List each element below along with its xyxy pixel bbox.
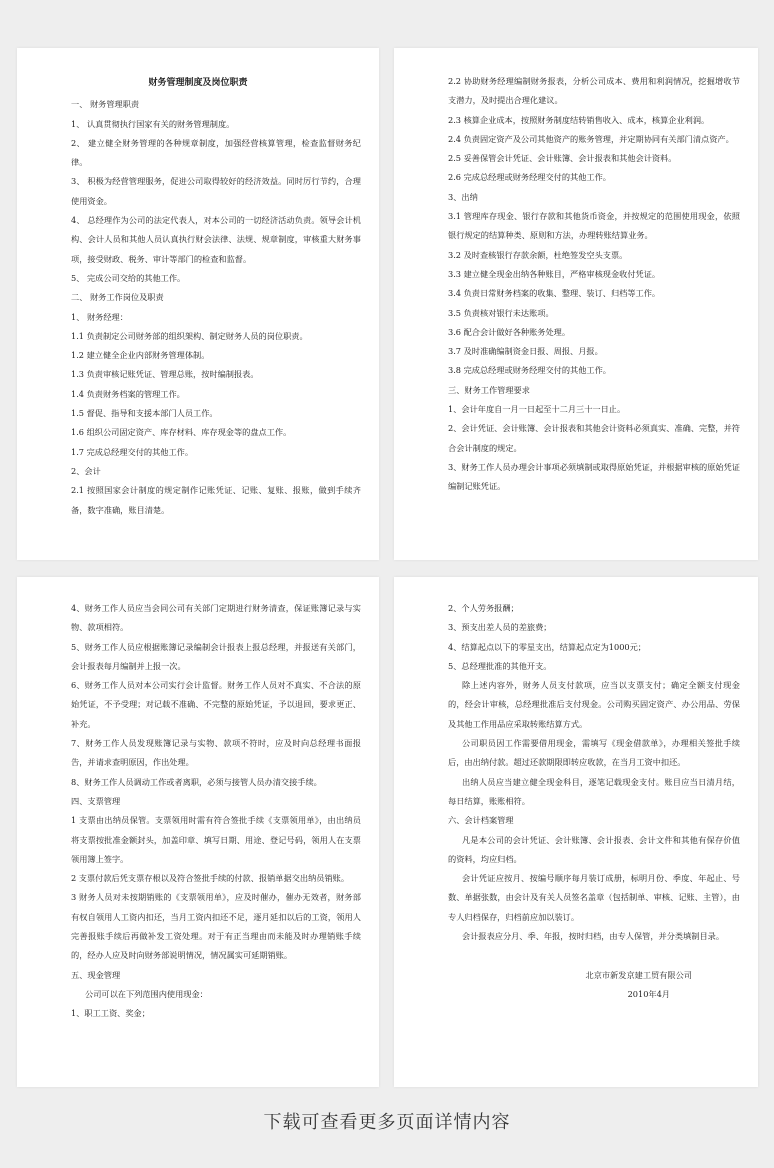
- paragraph-line: 5、 完成公司交给的其他工作。: [71, 272, 186, 283]
- paragraph-line: 1、 认真贯彻执行国家有关的财务管理制度。: [71, 118, 235, 129]
- paragraph-line: 3.8 完成总经理或财务经理交付的其他工作。: [448, 365, 611, 376]
- paragraph-line: 4、财务工作人员应当会同公司有关部门定期进行财务清查，保证账簿记录与实物、款项相符。: [71, 603, 361, 633]
- paragraph-line: 3、财务工作人员办理会计事项必须填制或取得原始凭证，并根据审核的原始凭证编制记账凭证。: [448, 461, 740, 492]
- paragraph-line: 三、财务工作管理要求: [448, 384, 530, 395]
- paragraph-line: [448, 946, 740, 965]
- paragraph-line: 6、财务工作人员对本公司实行会计监督。财务工作人员对不真实、不合法的原始凭证，不予受理；对记载不准确、不完整的原始凭证，予以退回，要求更正、补充。: [71, 680, 361, 729]
- paragraph-line: 3.6 配合会计做好各种账务处理。: [448, 326, 571, 337]
- paragraph-line: 1.3 负责审核记账凭证、管理总账，按时编制报表。: [71, 369, 259, 380]
- paragraph-line: 8、财务工作人员调动工作或者离职，必须与接管人员办清交接手续。: [71, 776, 322, 787]
- paragraph-line: 1.6 组织公司固定资产、库存材料、库存现金等的盘点工作。: [71, 427, 292, 438]
- more-pages-link[interactable]: 下载可查看更多页面详情内容: [263, 1112, 511, 1133]
- paragraph-line: 1、会计年度自一月一日起至十二月三十一日止。: [448, 404, 626, 415]
- paragraph-line: 除上述内容外，财务人员支付款项，应当以支票支付；确定全额支付现金的，经会计审核，总经理批准后支付现金。公司购买固定资产、办公用品、劳保及其他工作用品应采取转账结算方式。: [448, 680, 740, 729]
- paragraph-line: 一、 财务管理职责: [71, 99, 140, 110]
- paragraph-line: 四、支票管理: [71, 795, 121, 806]
- document-page-4: [394, 577, 758, 1087]
- paragraph-line: 2、会计凭证、会计账簿、会计报表和其他会计资料必须真实、准确、完整，并符合会计制度的规定。: [448, 423, 740, 453]
- paragraph-line: 5、财务工作人员应根据账簿记录编制会计报表上报总经理，并报送有关部门，会计报表每月编制并上报一次。: [71, 641, 361, 671]
- paragraph-line: 会计报表应分月、季、年报，按时归档，由专人保管，并分类填制目录。: [462, 931, 725, 942]
- paragraph-line: 凡是本公司的会计凭证、会计账簿、会计报表、会计文件和其他有保存价值的资料，均应归档。: [448, 834, 740, 864]
- paragraph-line: 2.2 协助财务经理编制财务报表，分析公司成本、费用和利润情况，挖掘增收节支潜力，及时提出合理化建议。: [448, 76, 740, 106]
- paragraph-line: 3.2 及时查核银行存款余额，杜绝签发空头支票。: [448, 249, 628, 260]
- paragraph-line: 3.4 负责日常财务档案的收集、整理、装订、归档等工作。: [448, 288, 661, 299]
- paragraph-line: 2.3 核算企业成本，按照财务制度结转销售收入、成本，核算企业利润。: [448, 114, 710, 125]
- paragraph-line: 7、财务工作人员发现账簿记录与实物、款项不符时，应及时向总经理书面报告，并请求查明原因，作出处理。: [71, 738, 361, 768]
- paragraph-line: 二、 财务工作岗位及职责: [71, 292, 164, 303]
- paragraph-line: 2、 建立健全财务管理的各种规章制度，加强经营核算管理，检查监督财务纪律。: [71, 137, 361, 168]
- paragraph-line: 1、职工工资、奖金；: [71, 1008, 150, 1019]
- paragraph-line: 1.4 负责财务档案的管理工作。: [71, 388, 185, 399]
- document-page-1: [17, 48, 379, 560]
- paragraph-line: 1.2 建立健全企业内部财务管理体制。: [71, 350, 210, 361]
- paragraph-line: 六、会计档案管理: [448, 815, 514, 826]
- paragraph-line: 3、预支出差人员的差旅费；: [448, 622, 552, 633]
- paragraph-line: 公司可以在下列范围内使用现金：: [85, 988, 208, 999]
- paragraph-line: 2.4 负责固定资产及公司其他资产的账务管理，并定期协同有关部门清点资产。: [448, 133, 734, 144]
- paragraph-line: 1.5 督促、指导和支援本部门人员工作。: [71, 408, 218, 419]
- paragraph-line: 2、会计: [71, 465, 101, 476]
- paragraph-line: 1.7 完成总经理交付的其他工作。: [71, 446, 194, 457]
- paragraph-line: 2.6 完成总经理或财务经理交付的其他工作。: [448, 172, 611, 183]
- paragraph-line: 1.1 负责制定公司财务部的组织架构、制定财务人员的岗位职责。: [71, 330, 308, 341]
- paragraph-line: 五、现金管理: [71, 969, 121, 980]
- paragraph-line: 3.7 及时准确编制资金日报、周报、月报。: [448, 346, 603, 357]
- paragraph-line: 3.5 负责核对银行未达账项。: [448, 307, 554, 318]
- document-title: 财务管理制度及岗位职责: [148, 78, 248, 88]
- paragraph-line: 3、出纳: [448, 191, 478, 202]
- paragraph-line: 4、结算起点以下的零星支出，结算起点定为1000元；: [448, 641, 646, 652]
- paragraph-line: 北京市新发京建工贸有限公司: [585, 969, 692, 980]
- paragraph-line: 1 支票由出纳员保管。支票领用时需有符合签批手续《支票领用单》，由出纳员将支票按批准金额封头，加盖印章、填写日期、用途、登记号码，领用人在支票领用簿上签字。: [71, 815, 361, 864]
- paragraph-line: 5、总经理批准的其他开支。: [448, 660, 552, 671]
- document-page-2: [394, 48, 758, 560]
- paragraph-line: 3.3 建立健全现金出纳各种账目，严格审核现金收付凭证。: [448, 268, 661, 279]
- paragraph-line: 3.1 管理库存现金、银行存款和其他货币资金，并按规定的范围使用现金，依照银行规定的结算种类、原则和方法，办理转账结算业务。: [448, 211, 740, 241]
- paragraph-line: 会计凭证应按月、按编号顺序每月装订成册，标明月份、季度、年起止、号数、单据张数，由会计及有关人员签名盖章（包括制单、审核、记账、主管），由专人归档保存，归档前应加以装订。: [448, 873, 740, 922]
- paragraph-line: 2、个人劳务报酬；: [448, 603, 519, 613]
- paragraph-line: 2010年4月: [627, 988, 670, 999]
- paragraph-line: 2.5 妥善保管会计凭证、会计账簿、会计报表和其他会计资料。: [448, 153, 677, 164]
- paragraph-line: 公司职员因工作需要借用现金，需填写《现金借款单》，办理相关签批手续后，由出纳付款。超过还款期限即转应收款，在当月工资中扣还。: [448, 738, 740, 768]
- paragraph-line: 2 支票付款后凭支票存根以及符合签批手续的付款、报销单据交出纳员销账。: [71, 873, 350, 884]
- paragraph-line: 3 财务人员对未按期销账的《支票领用单》，应及时催办，催办无效者，财务部有权自领用人工资内扣还，当月工资内扣还不足，逐月延扣以后的工资，领用人完善报账手续后再做补发工资处理。对于有正当理由而未能及时办理销账手续的，经办人应及时向财务部说明情况，情况属实可延期销账。: [71, 892, 361, 961]
- paragraph-line: 3、 积极为经营管理服务，促进公司取得较好的经济效益。同时厉行节约，合理使用资金。: [71, 176, 361, 206]
- paragraph-line: 出纳人员应当建立健全现金科目，逐笔记载现金支付。账目应当日清月结，每日结算，账账相符。: [448, 776, 740, 806]
- paragraph-line: 1、 财务经理：: [71, 311, 128, 322]
- paragraph-line: 4、 总经理作为公司的法定代表人，对本公司的一切经济活动负责。领导会计机构、会计人员和其他人员认真执行财会法律、法规、规章制度，审核重大财务事项，接受财政、税务、审计等部门的检查和监督。: [71, 215, 361, 264]
- paragraph-line: 2.1 按照国家会计制度的规定制作记账凭证、记账、复账、报账，做到手续齐备，数字准确，账目清楚。: [71, 485, 361, 515]
- document-page-3: [17, 577, 379, 1087]
